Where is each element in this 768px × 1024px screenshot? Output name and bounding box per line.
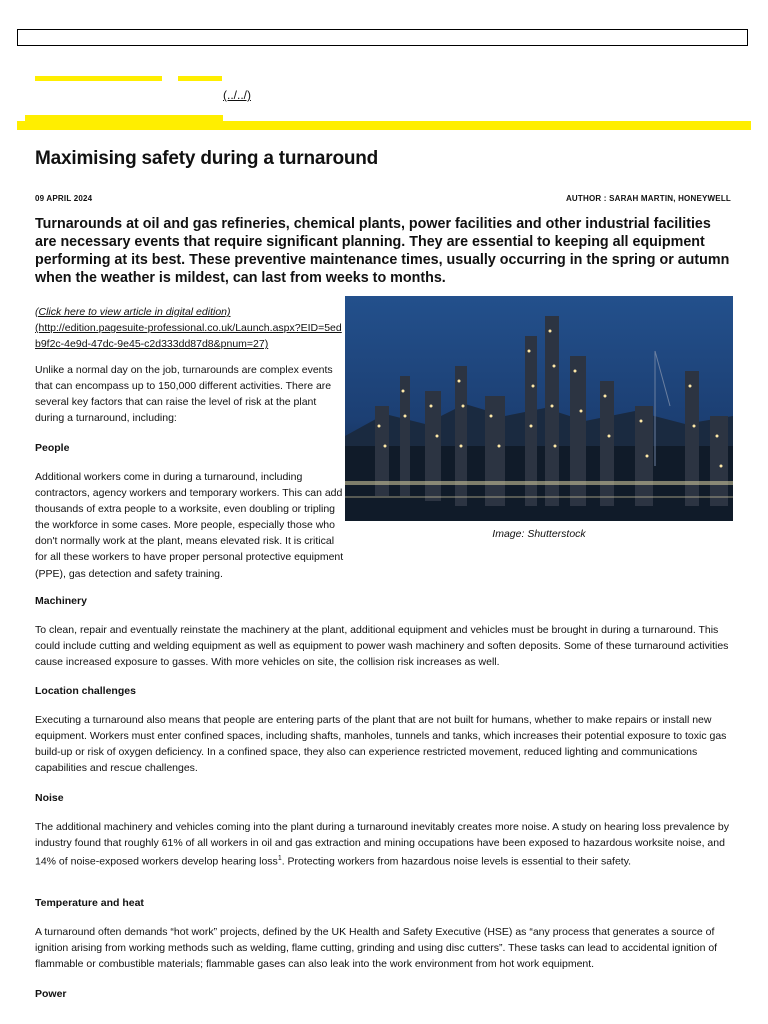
noise-paragraph: The additional machinery and vehicles coming into the plant during a turnaround inevitably creates more noise. A study on hearing loss prevalence by industry found that roughly 61% of all workers in oil and gas extraction and mining occupations have been exposed to hazardous worksite noise, and 14% of noise-exposed workers develop hearing loss$^1$. Protecting workers from hazardous noise levels is essential to their safety. xyxy=(35,821,729,868)
location-paragraph: Executing a turnaround also means that people are entering parts of the plant that are not built for humans, whether to make repairs or install new equipment. Workers must enter confined spaces, including shafts, manholes, tunnels and tanks, which increases their potential exposure to toxic gas build-up or risk of oxygen deficiency. In a confined space, they also can experience restricted movement, reduced lighting and communications capabilities and rescue challenges. xyxy=(35,714,727,775)
top-frame xyxy=(17,29,748,46)
breadcrumb-link[interactable]: (../../) xyxy=(223,88,251,102)
refinery-photo xyxy=(345,296,733,521)
machinery-paragraph: To clean, repair and eventually reinstate the machinery at the plant, additional equipment and vehicles must be brought in during a turnaround. This could include cutting and welding equipment as well as equipment to power wash machinery and soften deposits. Some of these turnaround activities cause increased exposure to gasses. With more vehicles on site, the collision risk increases as well. xyxy=(35,624,729,669)
left-column xyxy=(35,304,345,353)
section-heading-temperature: Temperature and heat xyxy=(35,897,144,909)
section-heading-people: People xyxy=(35,442,70,454)
section-heading-noise: Noise xyxy=(35,792,64,804)
header-accent-band xyxy=(17,121,751,130)
intro-paragraph: Unlike a normal day on the job, turnarounds are complex events that can encompass up to 150,000 different activities. There are several key factors that can raise the level of risk at the plant during a turnaround, including: xyxy=(35,364,333,425)
article-title: Maximising safety during a turnaround xyxy=(35,148,379,169)
digital-edition-url[interactable]: (http://edition.pagesuite-professional.co.uk/Launch.aspx?EID=5edb9f2c-4e9d-47dc-9e45-c2d333dd87d8&pnum=27) xyxy=(35,322,342,351)
footnote-marker[interactable]: 1 xyxy=(277,855,282,863)
temperature-paragraph: A turnaround often demands “hot work” projects, defined by the UK Health and Safety Executive (HSE) as “any process that generates a source of ignition arising from working methods such as welding, flame cutting, grinding and using disc cutters”. These tasks can lead to accidental ignition of flammable or combustible materials; flammable gases can also leak into the work environment from hot work equipment. xyxy=(35,926,718,971)
people-paragraph: Additional workers come in during a turnaround, including contractors, agency workers and temporary workers. This can add thousands of extra people to a worksite, even doubling or tripling the workforce in some cases. More people, especially those who don't normally work at the plant, means elevated risk. It is critical for all these workers to have proper personal protective equipment (PPE), gas detection and safety training. xyxy=(35,471,344,580)
section-heading-location: Location challenges xyxy=(35,685,136,697)
section-heading-power: Power xyxy=(35,988,67,1000)
image-caption: Image: Shutterstock xyxy=(492,528,586,540)
author-line: AUTHOR : SARAH MARTIN, HONEYWELL xyxy=(565,194,731,203)
digital-edition-link[interactable]: (Click here to view article in digital edition) xyxy=(35,306,231,318)
publish-date: 09 APRIL 2024 xyxy=(35,194,93,203)
section-heading-machinery: Machinery xyxy=(35,595,87,607)
article-lead: Turnarounds at oil and gas refineries, chemical plants, power facilities and other industrial facilities are necessary events that require significant planning. They are essential to keeping all equipment performing at its best. These preventive maintenance times, usually occurring in the spring or autumn when the weather is mildest, can last from weeks to months. xyxy=(35,216,730,286)
